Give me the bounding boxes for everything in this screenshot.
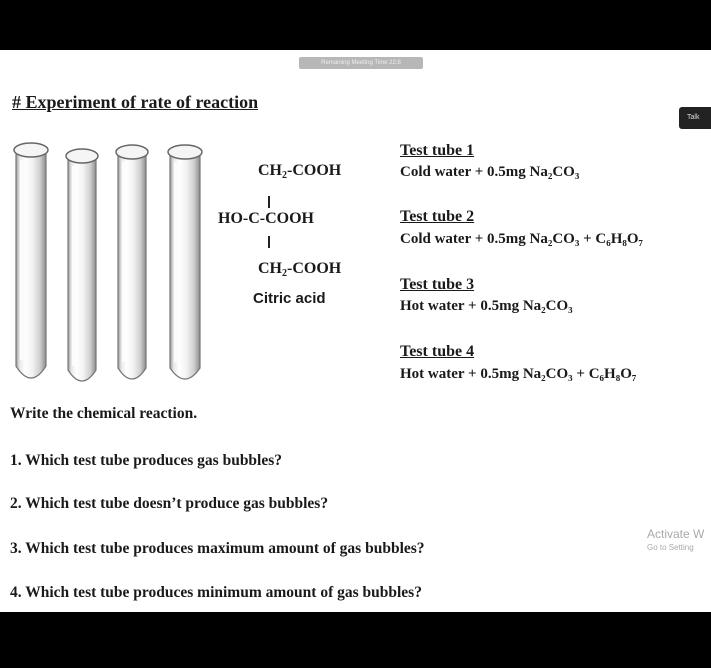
bond-line-2 <box>268 236 270 248</box>
talk-button[interactable]: Talk <box>679 107 711 129</box>
citric-acid-line-2: HO-C-COOH <box>218 210 314 227</box>
test-tubes-illustration <box>10 138 210 388</box>
citric-acid-line-3: $CH_2$-COOH <box>258 260 342 279</box>
watermark-line-2: Go to Setting <box>647 543 694 552</box>
watermark-line-1: Activate W <box>647 527 705 541</box>
activation-watermark <box>647 527 704 552</box>
citric-acid-line-1: $CH_2$-COOH <box>258 162 342 181</box>
question-2: 2. Which test tube doesn’t produce gas bubbles? <box>10 495 329 512</box>
test-tube-2 <box>66 149 98 381</box>
test-tube-4 <box>168 145 202 379</box>
question-3: 3. Which test tube produces maximum amount of gas bubbles? <box>10 540 425 557</box>
instruction-text: Write the chemical reaction. <box>10 405 198 422</box>
test-tube-3-label: Test tube 3 <box>400 276 475 293</box>
test-tube-3 <box>116 145 148 379</box>
test-tube-1 <box>14 143 48 378</box>
question-4: 4. Which test tube produces minimum amount of gas bubbles? <box>10 584 422 601</box>
question-1: 1. Which test tube produces gas bubbles? <box>10 452 283 469</box>
test-tube-2-label: Test tube 2 <box>400 208 475 225</box>
test-tube-2-content: Cold water + 0.5mg Na₂CO₃ + C₆H₈O₇ <box>400 231 644 247</box>
slide <box>0 50 711 612</box>
citric-acid-name: Citric acid <box>253 290 326 307</box>
test-tube-4-content: Hot water + 0.5mg Na₂CO₃ + C₆H₈O₇ <box>400 366 637 382</box>
test-tube-3-content: Hot water + 0.5mg Na₂CO₃ <box>400 298 573 314</box>
meeting-timer-badge: Remaining Meeting Time 22:8 <box>299 57 423 69</box>
test-tube-1-label: Test tube 1 <box>400 142 475 159</box>
bond-line-1 <box>268 196 270 208</box>
page-title: # Experiment of rate of reaction <box>12 92 259 112</box>
test-tube-1-content: Cold water + 0.5mg Na₂CO₃ <box>400 164 580 180</box>
test-tube-4-label: Test tube 4 <box>400 343 475 360</box>
